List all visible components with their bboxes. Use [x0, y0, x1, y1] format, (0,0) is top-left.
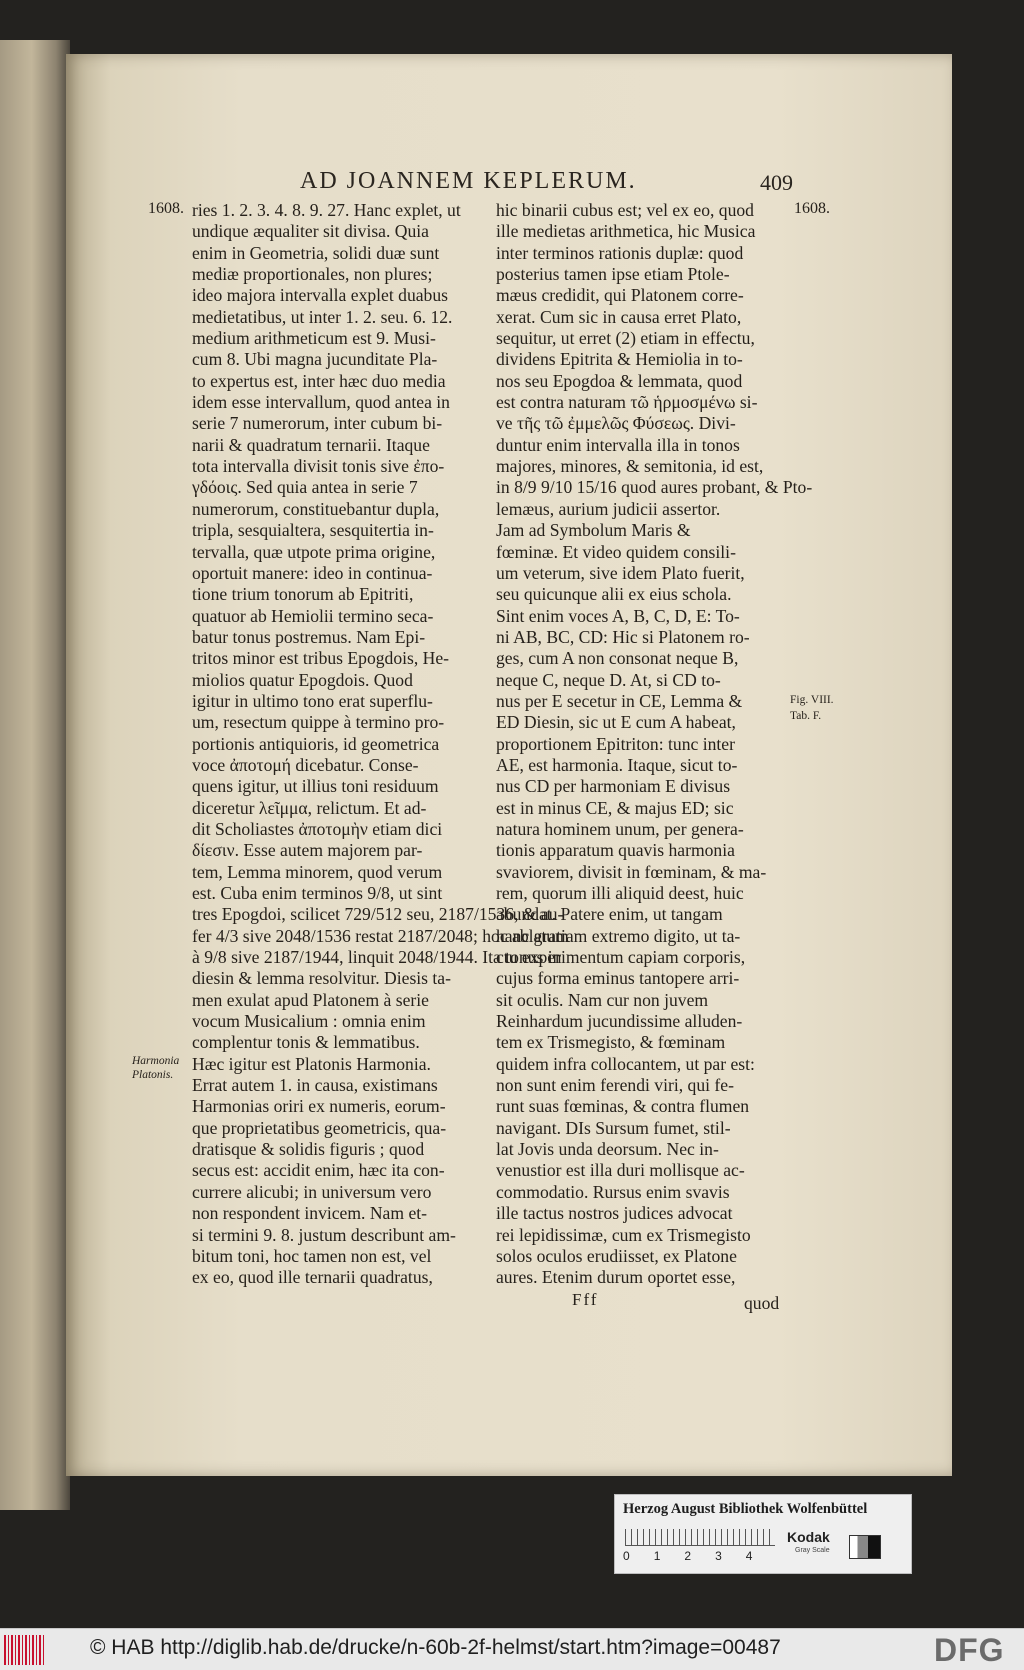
text-line: currere alicubi; in universum vero [192, 1181, 432, 1202]
text-line: est. Cuba enim terminos 9/8, ut sint [192, 883, 443, 903]
gray-scale-swatch [849, 1535, 881, 1559]
text-line: δίεσιν. Esse autem majorem par- [192, 840, 423, 861]
text-line: quens igitur, ut illius toni residuum [192, 776, 439, 797]
text-line: nus CD per harmoniam E divisus [496, 776, 731, 797]
gray-scale-label: Gray Scale [795, 1547, 830, 1554]
catchword: quod [744, 1293, 780, 1313]
text-line: hanc gratiam extremo digito, ut ta- [496, 925, 741, 946]
text-line: nus per E secetur in CE, Lemma & [496, 690, 743, 711]
previous-page-edge [0, 40, 70, 1510]
text-line: numerorum, constituebantur dupla, [192, 498, 440, 519]
text-line: runt suas fœminas, & contra flumen [496, 1096, 750, 1117]
year-right: 1608. [794, 200, 830, 217]
color-target-card [614, 1494, 912, 1574]
ruler-number: 4 [745, 1549, 753, 1563]
text-line: portionis antiquioris, id geometrica [192, 733, 440, 754]
text-line: tem, Lemma minorem, quod verum [192, 861, 443, 882]
text-line: Jam ad Symbolum Maris & [496, 520, 691, 541]
page-number: 409 [760, 170, 793, 195]
text-line: inter terminos rationis duplæ: quod [496, 242, 744, 263]
text-line: navigant. DIs Sursum fumet, stil- [496, 1117, 731, 1138]
text-line: dit Scholiastes ἀποτομὴν etiam dici [192, 818, 443, 839]
text-line: miolios quatur Epogdois. Quod [192, 669, 413, 690]
text-line: γδόοις. Sed quia antea in serie 7 [192, 477, 418, 498]
ruler-number: 0 [623, 1549, 630, 1563]
text-line: si termini 9. 8. justum describunt am- [192, 1224, 456, 1245]
text-line: tripla, sesquialtera, sesquitertia in- [192, 520, 434, 541]
text-line: venustior est illa duri mollisque ac- [496, 1160, 745, 1181]
text-line: dividens Epitrita & Hemiolia in to- [496, 349, 743, 370]
ruler-numbers [623, 1549, 793, 1563]
text-line: ille tactus nostros judices advocat [496, 1203, 733, 1224]
text-line: medietatibus, ut inter 1. 2. seu. 6. 12. [192, 306, 453, 327]
text-line: dratisque & solidis figuris ; quod [192, 1139, 425, 1160]
text-line: tervalla, quæ utpote prima origine, [192, 541, 436, 562]
text-line: mæus credidit, qui Platonem corre- [496, 285, 744, 306]
text-line: proportionem Epitriton: tunc inter [496, 733, 735, 754]
text-line: ctu experimentum capiam corporis, [496, 947, 746, 968]
text-line: Errat autem 1. in causa, existimans [192, 1075, 438, 1096]
text-line: est contra naturam τῶ ἡρμοσμένω si- [496, 392, 758, 413]
text-line: diceretur λεῖμμα, relictum. Et ad- [192, 797, 427, 818]
text-line: ve τῆς τῶ ἐμμελῶς Φύσεως. Divi- [496, 413, 736, 434]
text-line: seu quicunque alii ex eius schola. [496, 584, 732, 605]
text-line: Reinhardum jucundissime alluden- [496, 1011, 743, 1032]
text-line: est in minus CE, & majus ED; sic [496, 797, 734, 818]
text-line: enim in Geometria, solidi duæ sunt [192, 242, 440, 263]
text-line: narii & quadratum ternarii. Itaque [192, 434, 430, 455]
text-line: ED Diesin, sic ut E cum A habeat, [496, 712, 736, 733]
text-line: to expertus est, inter hæc duo media [192, 370, 446, 391]
text-line: xerat. Cum sic in causa erret Plato, [496, 306, 742, 327]
text-line: Hæc igitur est Platonis Harmonia. [192, 1053, 431, 1074]
library-name: Herzog August Bibliothek Wolfenbüttel [623, 1501, 868, 1517]
text-line: complentur tonis & lemmatibus. [192, 1032, 420, 1053]
figure-reference: Fig. VIII. [790, 694, 834, 706]
text-line: à 9/8 sive 2187/1944, linquit 2048/1944. Ita tonus in [192, 947, 562, 968]
text-line: majores, minores, & semitonia, id est, [496, 456, 764, 477]
left-column [192, 200, 569, 1289]
text-line: tota intervalla divisit tonis sive ἐπο- [192, 456, 445, 477]
ruler-number: 3 [715, 1549, 722, 1563]
text-line: cujus forma eminus tantopere arri- [496, 968, 740, 989]
text-line: batur tonus postremus. Nam Epi- [192, 626, 426, 647]
text-line: tritos minor est tribus Epogdois, He- [192, 648, 450, 669]
text-line: um veterum, sive idem Plato fuerit, [496, 562, 745, 583]
running-head: AD JOANNEM KEPLERUM. [300, 168, 637, 194]
ruler-number: 1 [653, 1549, 661, 1563]
text-line: abundat. Patere enim, ut tangam [496, 904, 723, 925]
text-line: um, resectum quippe à termino pro- [192, 712, 445, 733]
footer-link[interactable]: © HAB http://diglib.hab.de/drucke/n-60b-2f-helmst/start.htm?image=00487 [90, 1636, 781, 1659]
footer-bar [0, 1628, 1024, 1670]
text-line: medium arithmeticum est 9. Musi- [192, 328, 436, 349]
text-line: ille medietas arithmetica, hic Musica [496, 221, 756, 242]
text-line: voce ἀποτομή dicebatur. Conse- [192, 754, 419, 775]
text-line: ideo majora intervalla explet duabus [192, 285, 448, 306]
text-line: ex eo, quod ille ternarii quadratus, [192, 1267, 433, 1288]
text-line: men exulat apud Platonem à serie [192, 989, 429, 1010]
text-line: ges, cum A non consonat neque B, [496, 648, 739, 669]
text-line: diesin & lemma resolvitur. Diesis ta- [192, 968, 451, 989]
text-line: igitur in ultimo tono erat superflu- [192, 690, 433, 711]
text-line: svaviorem, divisit in fœminam, & ma- [496, 861, 767, 882]
text-line: undique æqualiter sit divisa. Quia [192, 221, 429, 242]
text-line: serie 7 numerorum, inter cubum bi- [192, 413, 443, 434]
text-line: tres Epogdoi, scilicet 729/512 seu, 2187/1536, & au- [192, 904, 564, 925]
text-line: duntur enim intervalla illa in tonos [496, 434, 740, 455]
text-line: tione trium tonorum ab Epitriti, [192, 584, 414, 605]
text-line: cum 8. Ubi magna jucunditate Pla- [192, 349, 438, 370]
text-line: lat Jovis unda deorsum. Nec in- [496, 1139, 719, 1160]
text-line: solos oculos erudiisset, ex Platone [496, 1245, 737, 1266]
text-line: neque C, neque D. At, si CD to- [496, 669, 721, 690]
text-line: rei lepidissimæ, cum ex Trismegisto [496, 1224, 751, 1245]
year-left: 1608. [148, 200, 184, 217]
text-line: hic binarii cubus est; vel ex eo, quod [496, 200, 754, 220]
text-line: aures. Etenim durum oportet esse, [496, 1267, 736, 1288]
text-line: AE, est harmonia. Itaque, sicut to- [496, 754, 738, 775]
text-line: mediæ proportionales, non plures; [192, 264, 433, 285]
text-line: sit oculis. Nam cur non juvem [496, 989, 709, 1010]
text-line: ries 1. 2. 3. 4. 8. 9. 27. Hanc explet, ut [192, 200, 461, 220]
text-line: fer 4/3 sive 2048/1536 restat 2187/2048; hoc ablatum [192, 925, 569, 946]
text-line: quidem infra collocantem, ut par est: [496, 1053, 755, 1074]
ruler-number: 2 [684, 1549, 692, 1563]
text-line: idem esse intervallum, quod antea in [192, 392, 450, 413]
ruler-scale [625, 1529, 775, 1546]
text-line: fœminæ. Et video quidem consili- [496, 541, 736, 562]
text-line: bitum toni, hoc tamen non est, vel [192, 1245, 432, 1266]
text-line: commodatio. Rursus enim svavis [496, 1181, 730, 1202]
text-line: sequitur, ut erret (2) etiam in effectu, [496, 328, 755, 349]
text-line: non respondent invicem. Nam et- [192, 1203, 428, 1224]
text-line: nos seu Epogdoa & lemmata, quod [496, 370, 743, 391]
text-line: lemæus, aurium judicii assertor. [496, 498, 721, 519]
text-line: quatuor ab Hemiolii termino seca- [192, 605, 434, 626]
text-line: rem, quorum illi aliquid deest, huic [496, 883, 744, 903]
kodak-brand: Kodak [787, 1529, 830, 1545]
hab-logo-icon [4, 1635, 46, 1665]
dfg-logo: DFG [934, 1632, 1005, 1668]
margin-note-harmonia: Harmonia Platonis. [132, 1055, 180, 1081]
signature-mark: Fff [572, 1290, 599, 1309]
text-line: Harmonias oriri ex numeris, eorum- [192, 1096, 446, 1117]
table-reference: Tab. F. [790, 710, 822, 722]
text-line: Sint enim voces A, B, C, D, E: To- [496, 605, 740, 626]
text-line: tionis apparatum quavis harmonia [496, 840, 735, 861]
text-line: oportuit manere: ideo in continua- [192, 562, 433, 583]
text-line: posterius tamen ipse etiam Ptole- [496, 264, 730, 285]
text-line: non sunt enim ferendi viri, qui fe- [496, 1075, 734, 1096]
text-line: que proprietatibus geometricis, qua- [192, 1117, 447, 1138]
text-line: natura hominem unum, per genera- [496, 818, 744, 839]
text-line: vocum Musicalium : omnia enim [192, 1011, 426, 1032]
text-line: in 8/9 9/10 15/16 quod aures probant, & Pto- [496, 477, 813, 498]
text-line: ni AB, BC, CD: Hic si Platonem ro- [496, 626, 750, 647]
text-line: tem ex Trismegisto, & fœminam [496, 1032, 726, 1053]
text-line: secus est: accidit enim, hæc ita con- [192, 1160, 445, 1181]
